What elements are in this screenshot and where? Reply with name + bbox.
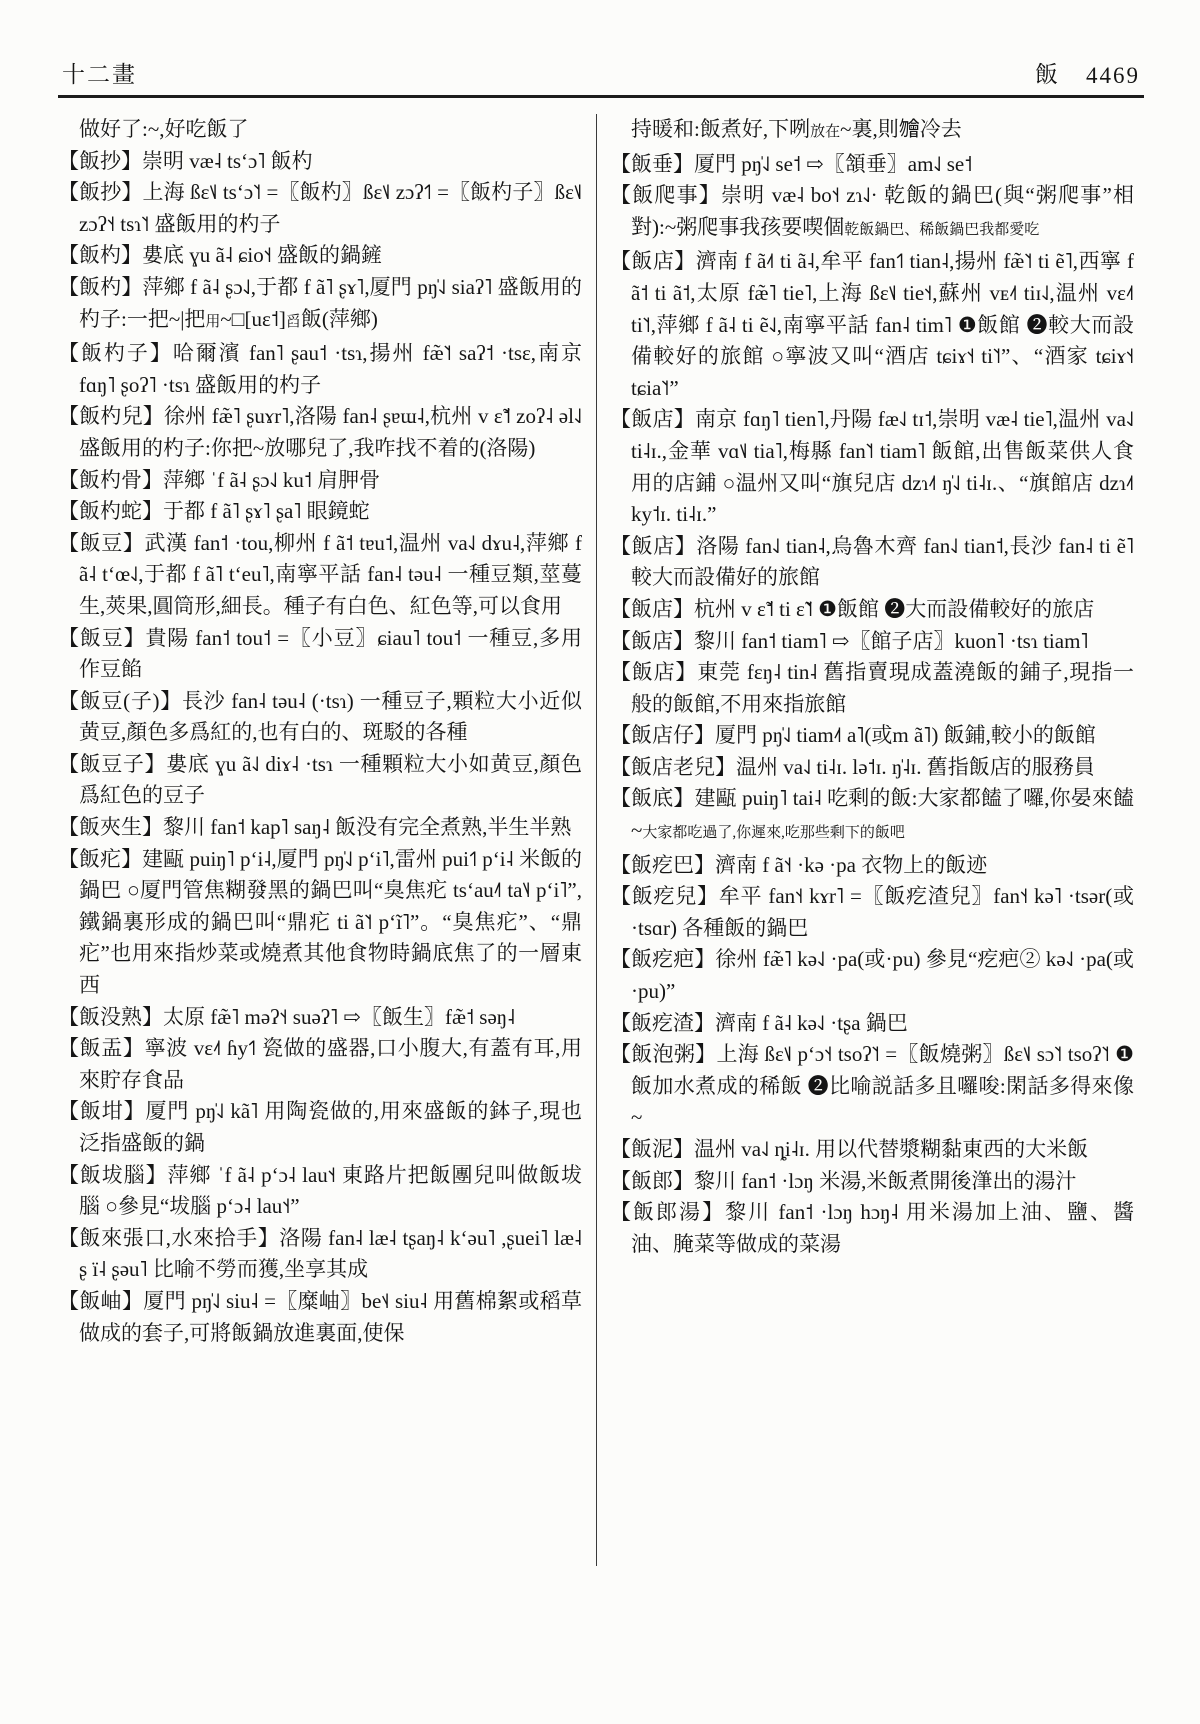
entry-headword: 【飯泡粥】 <box>610 1042 717 1067</box>
entry-headword: 【飯垂】 <box>610 151 694 176</box>
entry-headword: 【飯店老兒】 <box>610 754 736 779</box>
left-column <box>58 114 582 1566</box>
entry-headword: 【飯店】 <box>610 407 695 432</box>
dictionary-entry: 【飯店】東莞 fɛŋ˨ tin˨ 舊指賣現成蓋澆飯的鋪子,現指一般的飯館,不用來指旅館 <box>610 660 1135 716</box>
dictionary-entry: 【飯泥】温州 va˨˩ ȵi˨ɪ. 用以代替漿糊黏東西的大米飯 <box>610 1137 1089 1161</box>
entry-continuation: 持暖和:飯煮好,下咧放在~裏,則𣍐冷去 <box>631 117 962 141</box>
entry-headword: 【飯岫】 <box>58 1288 144 1313</box>
right-column <box>610 114 1134 1566</box>
entry-headword: 【飯疙渣】 <box>610 1010 715 1035</box>
entry-headword: 【飯豆(子)】 <box>58 688 182 713</box>
dictionary-entry: 【飯店】南京 fɑŋ˥ tien˥,丹陽 fæ˨˩ tɪ˦,崇明 væ˨ tie˥,温州 va˨˩ ti˨ɪ.,金華 vɑ˦˩ tia˥,梅縣 fan˥˦ tiam˥ 飯館,出售飯菜供人食用的店鋪 ○温州又叫“旗兒店 dzɿ˨˦ ŋ̍˨˩ ti˨ɪ.、“旗館店 dzɿ˨˦ ky˦ɪ. ti˨ɪ.” <box>610 407 1134 527</box>
section-label: 十二畫 <box>62 62 137 87</box>
entry-headword: 【飯泥】 <box>610 1137 694 1161</box>
entry-headword: 【飯杓】 <box>58 243 142 268</box>
entry-headword: 【飯郎】 <box>610 1168 694 1193</box>
dictionary-entry: 【飯疙渣】濟南 f ã˨ kə˨˩ ·tʂa 鍋巴 <box>610 1010 908 1035</box>
entry-headword: 【飯夾生】 <box>58 815 163 840</box>
dictionary-entry: 【飯垂】厦門 pŋ̍˨˩ se˦ ⇨〖頷垂〗am˨˩ se˦ <box>610 151 973 176</box>
dictionary-entry: 【飯抄】上海 ßɛ˦˩ tsʻɔ˥˦ =〖飯杓〗ßɛ˦˩ zɔʔ˦˥ =〖飯杓子〗ßɛ˦˩ zɔʔ˦˧ tsɿ˥˦ 盛飯用的杓子 <box>58 180 583 236</box>
dictionary-entry: 【飯盂】寧波 vɛ˨˦ ɦy˦˥ 瓷做的盛器,口小腹大,有蓋有耳,用來貯存食品 <box>58 1036 582 1092</box>
entry-headword: 【飯坩】 <box>58 1099 146 1124</box>
entry-headword: 【飯店】 <box>610 533 697 558</box>
dictionary-entry: 【飯疙巴】濟南 f ã˦˧ ·kə ·pa 衣物上的飯迹 <box>610 852 988 877</box>
entry-headword: 【飯店】 <box>610 628 694 653</box>
dictionary-entry: 【飯没熟】太原 fæ̃˥ məʔ˦˧ suəʔ˥ ⇨〖飯生〗fæ̃˦ səŋ˨ <box>58 1004 516 1029</box>
head-character: 飯 <box>1035 62 1060 87</box>
dictionary-entry: 【飯杓蛇】于都 f ã˥ ʂɤ˥ ʂa˥ 眼鏡蛇 <box>58 499 370 524</box>
entry-continuation: 做好了:~,好吃飯了 <box>79 117 249 141</box>
dictionary-entry: 【飯岫】厦門 pŋ̍˨˩ siu˨ =〖糜岫〗be˦˨ siu˨ 用舊棉絮或稻草做成的套子,可將飯鍋放進裏面,使保 <box>58 1288 582 1345</box>
dictionary-entry: 【飯疙兒】牟平 fan˦˧ kɤr˥ =〖飯疙渣兒〗fan˦˧ kə˥ ·tsər(或·tsɑr) 各種飯的鍋巴 <box>610 884 1134 940</box>
entry-small-gloss: 乾飯鍋巴、稀飯鍋巴我都愛吃 <box>844 221 1040 238</box>
dictionary-entry: 【飯豆子】婁底 ɣu ã˨˩ diɤ˨ ·tsɿ 一種顆粒大小如黄豆,顏色爲紅色的豆子 <box>58 751 583 808</box>
entry-headword: 【飯杓骨】 <box>58 467 163 492</box>
dictionary-entry: 【飯豆(子)】長沙 fan˨ təu˨ (·tsɿ) 一種豆子,顆粒大小近似黄豆,顏色多爲紅的,也有白的、斑駁的各種 <box>58 688 582 745</box>
entry-headword: 【飯没熟】 <box>58 1004 163 1029</box>
dictionary-entry: 【飯坩】厦門 pŋ̍˨˩ kã˥ 用陶瓷做的,用來盛飯的鉢子,現也泛指盛飯的鍋 <box>58 1099 582 1155</box>
dictionary-entry: 【飯豆】武漢 fan˦ ·tou,柳州 f ã˦ tɐu˦,温州 va˨˩ dɤu˨,萍鄉 f ã˨ tʻœ˨˩,于都 f ã˥ tʻeu˥,南寧平話 fan˨ təu˨ 一種豆類,莖蔓生,莢果,圓筒形,細長。種子有白色、紅色等,可以食用 <box>58 530 583 618</box>
dictionary-entry: 【飯爬事】崇明 væ˨ bo˦˧ zɿ˨˩· 乾飯的鍋巴(與“粥爬事”相對):~粥爬事我孩要喫個乾飯鍋巴、稀飯鍋巴我都愛吃 <box>610 183 1134 239</box>
entry-headword: 【飯杓】 <box>58 274 143 299</box>
entry-headword: 【飯來張口,水來拾手】 <box>58 1225 280 1250</box>
dictionary-entry: 【飯杓骨】萍鄉 ˈf ã˨ ʂɔ˨˩ ku˦ 肩胛骨 <box>58 467 381 492</box>
entry-headword: 【飯抄】 <box>58 148 142 173</box>
dictionary-entry: 【飯杓】萍鄉 f ã˨ ʂɔ˨˩,于都 f ã˥ ʂɤ˥,厦門 pŋ̍˨˩ siaʔ˥ 盛飯用的杓子:一把~|把用~□[uɛ˦]舀飯(萍鄉) <box>58 274 583 331</box>
entry-headword: 【飯爬事】 <box>610 183 721 208</box>
entry-headword: 【飯疙兒】 <box>610 884 719 909</box>
page-number: 4469 <box>1086 63 1140 88</box>
dictionary-entry: 【飯店】洛陽 fan˨˩ tian˨,烏魯木齊 fan˨˩ tian˦,長沙 fan˨ ti ẽ˥ 較大而設備好的旅館 <box>610 533 1134 590</box>
dictionary-entry: 【飯坺腦】萍鄉 ˈf ã˨ pʻɔ˨ lau˦˧ 東路片把飯團兒叫做飯坺腦 ○參見“坺腦 pʻɔ˨ lau˦˧” <box>58 1162 582 1219</box>
entry-headword: 【飯疙疤】 <box>610 947 716 972</box>
entry-headword: 【飯店】 <box>610 660 698 685</box>
page-header <box>0 0 1200 95</box>
entry-headword: 【飯杓子】 <box>58 341 173 366</box>
entry-headword: 【飯豆子】 <box>58 751 167 776</box>
entry-headword: 【飯抄】 <box>58 180 143 205</box>
dictionary-entry: 【飯郎】黎川 fan˦ ·lɔŋ 米湯,米飯煮開後潷出的湯汁 <box>610 1168 1077 1193</box>
entry-small-gloss: 放在 <box>810 124 841 140</box>
dictionary-entry: 【飯店】濟南 f ã˨˦ ti ã˨,牟平 fan˦˥ tian˨,揚州 fæ̃˥˦ ti ẽ˥,西寧 f ã˦ ti ã˦,太原 fæ̃˥ tie˥,上海 ßɛ˦˩ tie˦˧,蘇州 vᴇ˨˦ tiɪ˨˩,温州 vɛ˨˦ ti˥˦,萍鄉 f ã˨ ti ẽ˨˩,南寧平話 fan˨ tim˥ ❶飯館 ❷較大而設備較好的旅館 ○寧波又叫“酒店 tɕiɤ˦˧ ti˥˦”、“酒家 tɕiɤ˦˧ tɕia˥˦” <box>610 249 1134 400</box>
entry-headword: 【飯杓蛇】 <box>58 499 163 524</box>
dictionary-entry: 【飯店老兒】温州 va˨˩ ti˨ɪ. lə˦ɪ. ŋ̍˨ɪ. 舊指飯店的服務員 <box>610 754 1095 779</box>
dictionary-entry: 【飯豆】貴陽 fan˦ tou˦ =〖小豆〗ɕiau˥ tou˦ 一種豆,多用作豆餡 <box>58 625 582 682</box>
dictionary-entry: 【飯疕】建甌 puiŋ˥ pʻi˨,厦門 pŋ̍˨˩ pʻi˥,雷州 pui˦˥ pʻi˨ 米飯的鍋巴 ○厦門管焦糊發黑的鍋巴叫“臭焦疕 tsʻau˨˥ ta˥˨ pʻi˥”,鐵鍋裏形成的鍋巴叫“鼎疕 ti ã˥˦ pʻĩ˥”。“臭焦疕”、“鼎疕”也用來指炒菜或燒煮其他食物時鍋底焦了的一層東西 <box>58 846 583 998</box>
dictionary-entry: 【飯來張口,水來拾手】洛陽 fan˨ læ˨ tʂaŋ˨ kʻəu˥ ,ʂuei˥ læ˨ ʂ ï˨ ʂəu˥ 比喻不勞而獲,坐享其成 <box>58 1225 583 1282</box>
entry-headword: 【飯疕】 <box>58 846 143 871</box>
dictionary-entry: 【飯疙疤】徐州 fæ̃˥ kə˨˩ ·pa(或·pu) 參見“疙疤② kə˨˩ ·pa(或 ·pu)” <box>610 947 1135 1004</box>
entry-headword: 【飯店】 <box>610 596 694 621</box>
dictionary-columns <box>0 98 1200 1566</box>
entry-headword: 【飯坺腦】 <box>58 1162 168 1187</box>
entry-headword: 【飯店】 <box>610 249 696 274</box>
dictionary-entry: 【飯郎湯】黎川 fan˦ ·lɔŋ hɔŋ˨ 用米湯加上油、鹽、醬油、腌菜等做成的菜湯 <box>610 1200 1134 1256</box>
dictionary-entry: 【飯店】黎川 fan˦ tiam˥ ⇨〖館子店〗kuon˥ ·tsɿ tiam˥ <box>610 628 1089 653</box>
dictionary-entry: 【飯店仔】厦門 pŋ̍˨˩ tiam˨˦ a˥(或m ã˥) 飯鋪,較小的飯館 <box>610 723 1096 748</box>
dictionary-entry: 【飯店】杭州 v ɛ̃˦ ti ɛ̃˥˦ ❶飯館 ❷大而設備較好的旅店 <box>610 596 1095 621</box>
entry-small-gloss: 舀 <box>285 313 301 330</box>
entry-headword: 【飯盂】 <box>58 1036 145 1061</box>
column-divider <box>596 114 597 1566</box>
entry-headword: 【飯杓兒】 <box>58 404 164 429</box>
entry-small-gloss: 用 <box>205 313 221 330</box>
dictionary-entry: 【飯底】建甌 puiŋ˥ tai˨ 吃剩的飯:大家都饁了囉,你晏來饁~大家都吃過了,你遲來,吃那些剩下的飯吧 <box>610 786 1135 843</box>
dictionary-entry: 【飯杓】婁底 ɣu ã˨ ɕio˦˧ 盛飯的鍋鏟 <box>58 243 383 268</box>
entry-headword: 【飯豆】 <box>58 530 145 555</box>
entry-small-gloss: 大家都吃過了,你遲來,吃那些剩下的飯吧 <box>642 825 905 842</box>
entry-headword: 【飯店仔】 <box>610 723 715 748</box>
entry-headword: 【飯郎湯】 <box>610 1200 726 1225</box>
entry-headword: 【飯豆】 <box>58 625 146 650</box>
dictionary-entry: 【飯夾生】黎川 fan˦ kap˥ saŋ˨ 飯没有完全煮熟,半生半熟 <box>58 815 572 840</box>
dictionary-entry: 【飯杓兒】徐州 fæ̃˥ ʂuɤr˥,洛陽 fan˨ ʂɐɯ˨,杭州 v ɛ̃˦ zoʔ˨ əl˨˩ 盛飯用的杓子:你把~放哪兒了,我咋找不着的(洛陽) <box>58 404 582 460</box>
dictionary-entry: 【飯泡粥】上海 ßɛ˦˩ pʻɔ˦˧ tsoʔ˥˦ =〖飯燒粥〗ßɛ˦˩ sɔ˥˦ tsoʔ˥˦ ❶飯加水煮成的稀飯 ❷比喻説話多且囉唆:閑話多得來像~ <box>610 1042 1134 1130</box>
entry-headword: 【飯疙巴】 <box>610 852 715 877</box>
dictionary-entry: 【飯杓子】哈爾濱 fan˥ ʂau˦ ·tsɿ,揚州 fæ̃˥˦ saʔ˦ ·tsɛ,南京 fɑŋ˥ ʂoʔ˥ ·tsɿ 盛飯用的杓子 <box>58 341 582 397</box>
dictionary-entry: 【飯抄】崇明 væ˨ tsʻɔ˥ 飯杓 <box>58 148 313 173</box>
entry-headword: 【飯底】 <box>610 786 695 811</box>
